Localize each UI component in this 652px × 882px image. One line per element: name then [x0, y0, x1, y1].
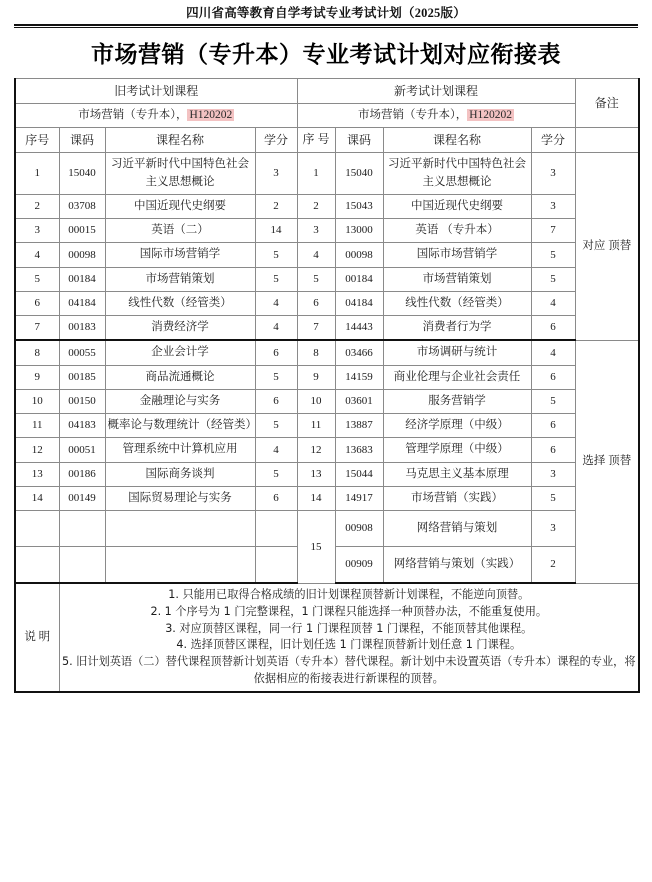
column-header-row — [15, 128, 639, 153]
notes-body — [59, 583, 639, 692]
new-code: 13000 — [335, 219, 383, 243]
note-item-3: 3. 对应顶替区课程，同一行 1 门课程顶替 1 门课程，不能顶替其他课程。 — [165, 621, 533, 635]
new-name: 马克思主义基本原理 — [383, 462, 531, 486]
new-code: 00909 — [335, 547, 383, 584]
new-credit: 5 — [531, 486, 575, 510]
table-row — [15, 243, 639, 267]
table-row — [15, 340, 639, 365]
new-code: 00908 — [335, 511, 383, 547]
old-credit: 6 — [255, 486, 297, 510]
old-credit: 6 — [255, 340, 297, 365]
new-seq: 12 — [297, 438, 335, 462]
table-row — [15, 462, 639, 486]
new-plan-major-code: H120202 — [469, 109, 513, 121]
new-seq: 8 — [297, 340, 335, 365]
new-seq: 2 — [297, 194, 335, 218]
note-item-1: 1. 只能用已取得合格成绩的旧计划课程顶替新计划课程，不能逆向顶替。 — [168, 588, 530, 601]
new-credit: 6 — [531, 438, 575, 462]
old-name: 中国近现代史纲要 — [105, 194, 255, 218]
old-credit: 2 — [255, 194, 297, 218]
table-row — [15, 153, 639, 195]
note-item-2: 2. 1 个序号为 1 门完整课程，1 门课程只能选择一种顶替办法，不能重复使用。 — [150, 604, 548, 618]
old-credit: 4 — [255, 291, 297, 315]
new-code: 00098 — [335, 243, 383, 267]
old-plan-group-header: 旧考试计划课程 — [15, 79, 297, 104]
new-credit: 2 — [531, 547, 575, 584]
old-seq: 8 — [15, 340, 59, 365]
table-row — [15, 414, 639, 438]
new-plan-major-name: 市场营销（专升本）， — [357, 109, 468, 121]
col-header-old-seq: 序号 — [15, 128, 59, 153]
table-row — [15, 389, 639, 413]
old-name: 商品流通概论 — [105, 365, 255, 389]
old-credit: 5 — [255, 365, 297, 389]
old-seq: 9 — [15, 365, 59, 389]
old-name: 线性代数（经管类） — [105, 291, 255, 315]
group-header-row — [15, 79, 639, 104]
new-code: 14443 — [335, 316, 383, 341]
new-code: 13683 — [335, 438, 383, 462]
old-seq: 5 — [15, 267, 59, 291]
remark-column-header: 备注 — [575, 79, 639, 128]
old-code: 00150 — [59, 389, 105, 413]
old-code: 00015 — [59, 219, 105, 243]
table-row — [15, 291, 639, 315]
old-code: 00186 — [59, 462, 105, 486]
new-name: 网络营销与策划（实践） — [383, 547, 531, 584]
table-row — [15, 194, 639, 218]
new-code: 03601 — [335, 389, 383, 413]
new-seq: 14 — [297, 486, 335, 510]
old-seq: 14 — [15, 486, 59, 510]
old-code: 04184 — [59, 291, 105, 315]
col-header-new-credit: 学分 — [531, 128, 575, 153]
new-code: 13887 — [335, 414, 383, 438]
new-credit: 7 — [531, 219, 575, 243]
new-name: 英语 （专升本） — [383, 219, 531, 243]
col-header-old-code: 课码 — [59, 128, 105, 153]
old-code: 00185 — [59, 365, 105, 389]
new-name: 管理学原理（中级） — [383, 438, 531, 462]
new-seq: 13 — [297, 462, 335, 486]
old-code-empty — [59, 547, 105, 584]
new-plan-group-header: 新考试计划课程 — [297, 79, 575, 104]
old-code: 00098 — [59, 243, 105, 267]
old-code-empty — [59, 511, 105, 547]
old-seq: 11 — [15, 414, 59, 438]
old-credit-empty — [255, 511, 297, 547]
new-seq: 1 — [297, 153, 335, 195]
header-divider — [14, 24, 638, 28]
old-name-empty — [105, 547, 255, 584]
new-seq: 3 — [297, 219, 335, 243]
new-code: 15044 — [335, 462, 383, 486]
new-credit: 4 — [531, 340, 575, 365]
new-seq: 9 — [297, 365, 335, 389]
old-plan-major-line — [15, 104, 297, 128]
old-code: 00055 — [59, 340, 105, 365]
new-credit: 3 — [531, 511, 575, 547]
old-name: 概率论与数理统计（经管类） — [105, 414, 255, 438]
old-name: 国际贸易理论与实务 — [105, 486, 255, 510]
new-name: 市场调研与统计 — [383, 340, 531, 365]
new-name: 习近平新时代中国特色社会主义思想概论 — [383, 153, 531, 195]
old-seq: 12 — [15, 438, 59, 462]
new-name: 经济学原理（中级） — [383, 414, 531, 438]
new-seq: 11 — [297, 414, 335, 438]
old-name-empty — [105, 511, 255, 547]
old-seq-empty — [15, 511, 59, 547]
new-credit: 4 — [531, 291, 575, 315]
new-credit: 5 — [531, 243, 575, 267]
document-header: 四川省高等教育自学考试专业考试计划（2025版） — [186, 6, 466, 20]
course-mapping-table — [14, 78, 640, 693]
table-row — [15, 438, 639, 462]
old-credit: 5 — [255, 267, 297, 291]
notes-row — [15, 583, 639, 692]
old-seq: 10 — [15, 389, 59, 413]
new-seq: 6 — [297, 291, 335, 315]
old-credit: 4 — [255, 438, 297, 462]
old-name: 国际市场营销学 — [105, 243, 255, 267]
new-seq: 10 — [297, 389, 335, 413]
remark-optional: 选择 顶替 — [575, 340, 639, 583]
old-name: 消费经济学 — [105, 316, 255, 341]
new-credit: 3 — [531, 194, 575, 218]
table-row — [15, 267, 639, 291]
new-credit: 3 — [531, 462, 575, 486]
old-seq: 6 — [15, 291, 59, 315]
old-credit: 4 — [255, 316, 297, 341]
table-row — [15, 219, 639, 243]
old-name: 国际商务谈判 — [105, 462, 255, 486]
old-credit: 5 — [255, 243, 297, 267]
old-credit: 14 — [255, 219, 297, 243]
old-plan-major-name: 市场营销（专升本）， — [78, 109, 188, 121]
old-name: 英语（二） — [105, 219, 255, 243]
old-name: 市场营销策划 — [105, 267, 255, 291]
new-credit: 6 — [531, 365, 575, 389]
table-row — [15, 486, 639, 510]
new-credit: 6 — [531, 414, 575, 438]
new-code: 00184 — [335, 267, 383, 291]
old-credit: 6 — [255, 389, 297, 413]
new-name: 线性代数（经管类） — [383, 291, 531, 315]
new-name: 国际市场营销学 — [383, 243, 531, 267]
col-header-old-credit: 学分 — [255, 128, 297, 153]
old-code: 15040 — [59, 153, 105, 195]
old-code: 00184 — [59, 267, 105, 291]
old-name: 企业会计学 — [105, 340, 255, 365]
new-seq: 4 — [297, 243, 335, 267]
old-seq-empty — [15, 547, 59, 584]
new-code: 15040 — [335, 153, 383, 195]
page-title: 市场营销（专升本）专业考试计划对应衔接表 — [91, 42, 561, 67]
table-row-merged-first — [15, 511, 639, 547]
new-seq: 7 — [297, 316, 335, 341]
old-code: 04183 — [59, 414, 105, 438]
old-credit: 5 — [255, 462, 297, 486]
old-seq: 3 — [15, 219, 59, 243]
old-credit-empty — [255, 547, 297, 584]
new-name: 消费者行为学 — [383, 316, 531, 341]
col-header-new-name: 课程名称 — [383, 128, 531, 153]
old-name: 管理系统中计算机应用 — [105, 438, 255, 462]
old-seq: 7 — [15, 316, 59, 341]
new-seq: 5 — [297, 267, 335, 291]
old-code: 00149 — [59, 486, 105, 510]
new-code: 14917 — [335, 486, 383, 510]
old-seq: 1 — [15, 153, 59, 195]
old-code: 03708 — [59, 194, 105, 218]
new-name: 市场营销（实践） — [383, 486, 531, 510]
col-header-new-code: 课码 — [335, 128, 383, 153]
new-code: 03466 — [335, 340, 383, 365]
note-item-4: 4. 选择顶替区课程，旧计划任选 1 门课程顶替新计划任意 1 门课程。 — [176, 638, 522, 652]
new-name: 网络营销与策划 — [383, 511, 531, 547]
new-plan-major-line — [297, 104, 575, 128]
new-credit: 6 — [531, 316, 575, 341]
remark-header-spacer — [575, 128, 639, 153]
new-name: 服务营销学 — [383, 389, 531, 413]
new-credit: 3 — [531, 153, 575, 195]
note-item-5: 5. 旧计划英语（二）替代课程顶替新计划英语（专升本）替代课程。新计划中未设置英语（专升本）课程的专业，将依据相应的衔接表进行新课程的顶替。 — [61, 655, 636, 685]
old-credit: 3 — [255, 153, 297, 195]
old-seq: 2 — [15, 194, 59, 218]
table-row — [15, 316, 639, 341]
notes-label: 说 明 — [15, 583, 59, 692]
old-plan-major-code: H120202 — [189, 109, 233, 121]
old-code: 00051 — [59, 438, 105, 462]
old-seq: 4 — [15, 243, 59, 267]
old-seq: 13 — [15, 462, 59, 486]
col-header-old-name: 课程名称 — [105, 128, 255, 153]
new-credit: 5 — [531, 267, 575, 291]
old-name: 习近平新时代中国特色社会主义思想概论 — [105, 153, 255, 195]
new-credit: 5 — [531, 389, 575, 413]
new-name: 中国近现代史纲要 — [383, 194, 531, 218]
new-seq-merged: 15 — [297, 511, 335, 584]
plan-code-row — [15, 104, 639, 128]
table-row — [15, 365, 639, 389]
old-credit: 5 — [255, 414, 297, 438]
col-header-new-seq: 序 号 — [297, 128, 335, 153]
new-code: 04184 — [335, 291, 383, 315]
new-code: 14159 — [335, 365, 383, 389]
new-name: 商业伦理与企业社会责任 — [383, 365, 531, 389]
old-code: 00183 — [59, 316, 105, 341]
remark-corresponding: 对应 顶替 — [575, 153, 639, 341]
new-name: 市场营销策划 — [383, 267, 531, 291]
new-code: 15043 — [335, 194, 383, 218]
old-name: 金融理论与实务 — [105, 389, 255, 413]
